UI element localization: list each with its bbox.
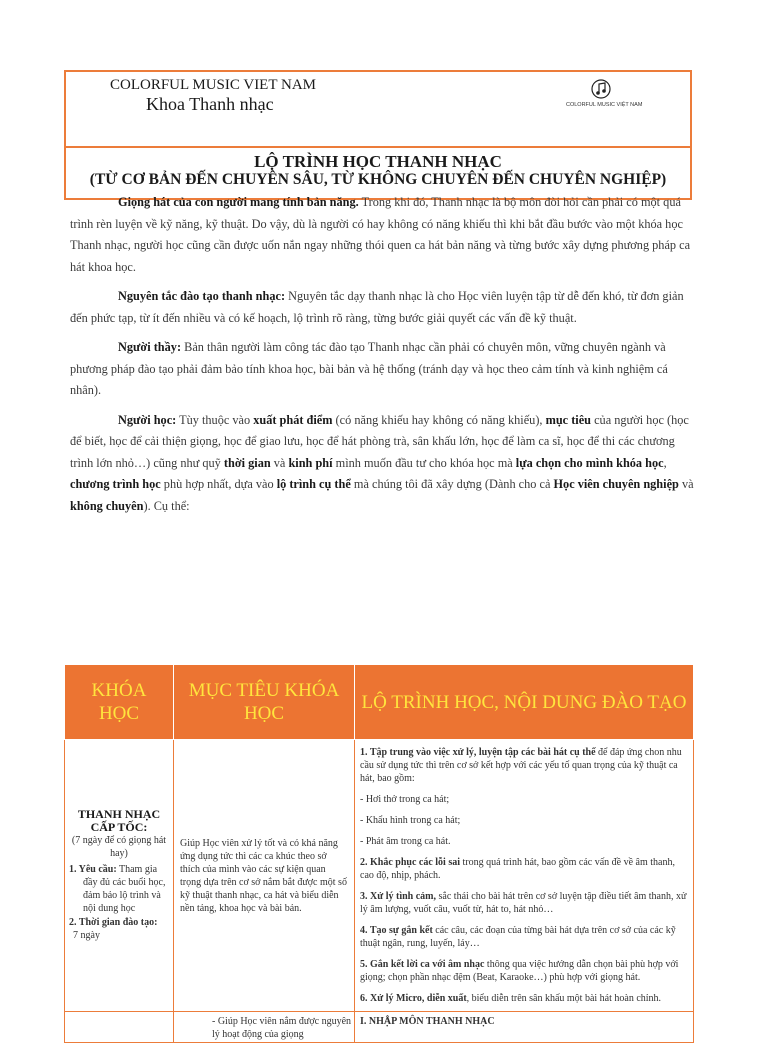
route-cell	[355, 740, 694, 1012]
goal-cell: - Giúp Học viên nắm được nguyên lý hoạt động của giọng	[174, 1012, 355, 1043]
teacher-paragraph: Người thầy: Bản thân người làm công tác đào tạo Thanh nhạc cần phải có chuyên môn, vững chuyên ngành và phương pháp đào tạo phải đảm bảo tính khoa học, bài bản và hệ thống (tránh dạy và học theo cảm tính và kinh nghiệm cá nhân).	[70, 340, 668, 397]
logo-text: COLORFUL MUSIC VIỆT NAM	[566, 102, 643, 108]
route-item: 3. Xử lý tình cảm, sắc thái cho bài hát trên cơ sở luyện tập điều tiết âm thanh, xử lý âm lượng, vuốt câu, vuốt từ, hát to, hát nhỏ…	[360, 891, 687, 915]
course-requirement: 1. Yêu cầu: Tham gia đầy đủ các buổi học, đảm bảo lộ trình và nội dung học	[69, 864, 166, 914]
document-subtitle: (TỪ CƠ BẢN ĐẾN CHUYÊN SÂU, TỪ KHÔNG CHUYÊN ĐẾN CHUYÊN NGHIỆP)	[89, 171, 667, 188]
header-course: KHÓA HỌC	[65, 665, 174, 740]
route-item: 5. Gắn kết lời ca với âm nhạc thông qua việc hướng dẫn chọn bài phù hợp với giọng; chọn phần nhạc đệm (Beat, Karaoke…) phù hợp với giọng hát.	[360, 959, 679, 983]
route-item: 1. Tập trung vào việc xử lý, luyện tập các bài hát cụ thể để đáp ứng chon nhu cầu sử dụng tức thì trên cơ sở kết hợp với các yếu tố quan trọng của kỹ thuật ca hát, bao gồm:	[360, 747, 682, 784]
course-duration: (7 ngày để có giọng hát hay)	[71, 835, 167, 859]
course-cell	[65, 740, 174, 1012]
route-item: 2. Khắc phục các lỗi sai trong quá trình hát, bao gồm các vấn đề về âm thanh, cao độ, nhịp, phách.	[360, 857, 675, 881]
brand-logo	[566, 78, 643, 114]
course-table	[64, 664, 694, 1043]
table-header-row	[65, 665, 694, 740]
department-name: Khoa Thanh nhạc	[146, 94, 274, 114]
header-route: LỘ TRÌNH HỌC, NỘI DUNG ĐÀO TẠO	[355, 665, 694, 740]
header-goal: MỤC TIÊU KHÓA HỌC	[174, 665, 355, 740]
route-item: 6. Xử lý Micro, diễn xuất, biểu diễn trên sân khấu một bài hát hoàn chỉnh.	[360, 993, 662, 1004]
organization-name: COLORFUL MUSIC VIET NAM	[110, 77, 316, 93]
course-cell	[65, 1012, 174, 1043]
route-bullet: - Hơi thở trong ca hát;	[360, 794, 450, 805]
route-cell: I. NHẬP MÔN THANH NHẠC	[355, 1012, 694, 1043]
course-name: THANH NHẠC CẤP TỐC:	[77, 807, 161, 834]
header-divider	[66, 146, 690, 148]
training-principle-paragraph: Nguyên tắc đào tạo thanh nhạc: Nguyên tắc dạy thanh nhạc là cho Học viên luyện tập từ dễ đến khó, từ đơn giản đến phức tạp, từ ít đến nhiều và có kế hoạch, lộ trình rõ ràng, từng bước giải quyết các vấn đề kỹ thuật.	[70, 289, 684, 325]
table-row	[65, 740, 694, 1012]
learner-paragraph: Người học: Tùy thuộc vào xuất phát điểm (có năng khiếu hay không có năng khiếu), mục tiêu của người học (học để biết, học để cải thiện giọng, học để giao lưu, học để hát phòng trà, sân khấu lớn, học để làm ca sĩ, học để thi các chương trình lớn nhỏ…) cũng như quỹ thời gian và kinh phí mình muốn đầu tư cho khóa học mà lựa chọn cho mình khóa học, chương trình học phù hợp nhất, dựa vào lộ trình cụ thể mà chúng tôi đã xây dựng (Dành cho cả Học viên chuyên nghiệp và không chuyên). Cụ thể:	[70, 412, 694, 513]
route-item: 4. Tạo sự gắn kết các câu, các đoạn của từng bài hát dựa trên cơ sở của các kỹ thuật ngân, rung, luyến, láy…	[360, 925, 676, 949]
goal-cell: Giúp Học viên xử lý tốt và có khả năng ứng dụng tức thì các ca khúc theo sở thích của mình vào các sự kiện quan trọng dựa trên cơ sở nắm bắt được một số kỹ thuật thanh nhạc, ca hát và biểu diễn nền tảng, khoa học và bài bản.	[174, 740, 355, 1012]
route-bullet: - Khẩu hình trong ca hát;	[360, 815, 461, 826]
document-header	[64, 70, 692, 200]
document-title: LỘ TRÌNH HỌC THANH NHẠC	[254, 152, 502, 171]
route-bullet: - Phát âm trong ca hát.	[360, 836, 451, 847]
course-time: 2. Thời gian đào tạo: 7 ngày	[69, 917, 158, 941]
music-note-icon	[590, 78, 612, 100]
intro-paragraph: Giọng hát của con người mang tính bản năng. Trong khi đó, Thanh nhạc là bộ môn đòi hỏi cần phải có một quá trình rèn luyện về kỹ năng, kỹ thuật. Do vậy, dù là người có hay không có năng khiếu thì khi bắt đầu bước vào một khóa học Thanh nhạc, người học cũng cần được uốn nắn ngay những thói quen ca hát bản năng và từng bước xây dựng phương pháp ca hát khoa học.	[70, 195, 691, 274]
intro-section	[70, 192, 696, 525]
table-row	[65, 1012, 694, 1043]
